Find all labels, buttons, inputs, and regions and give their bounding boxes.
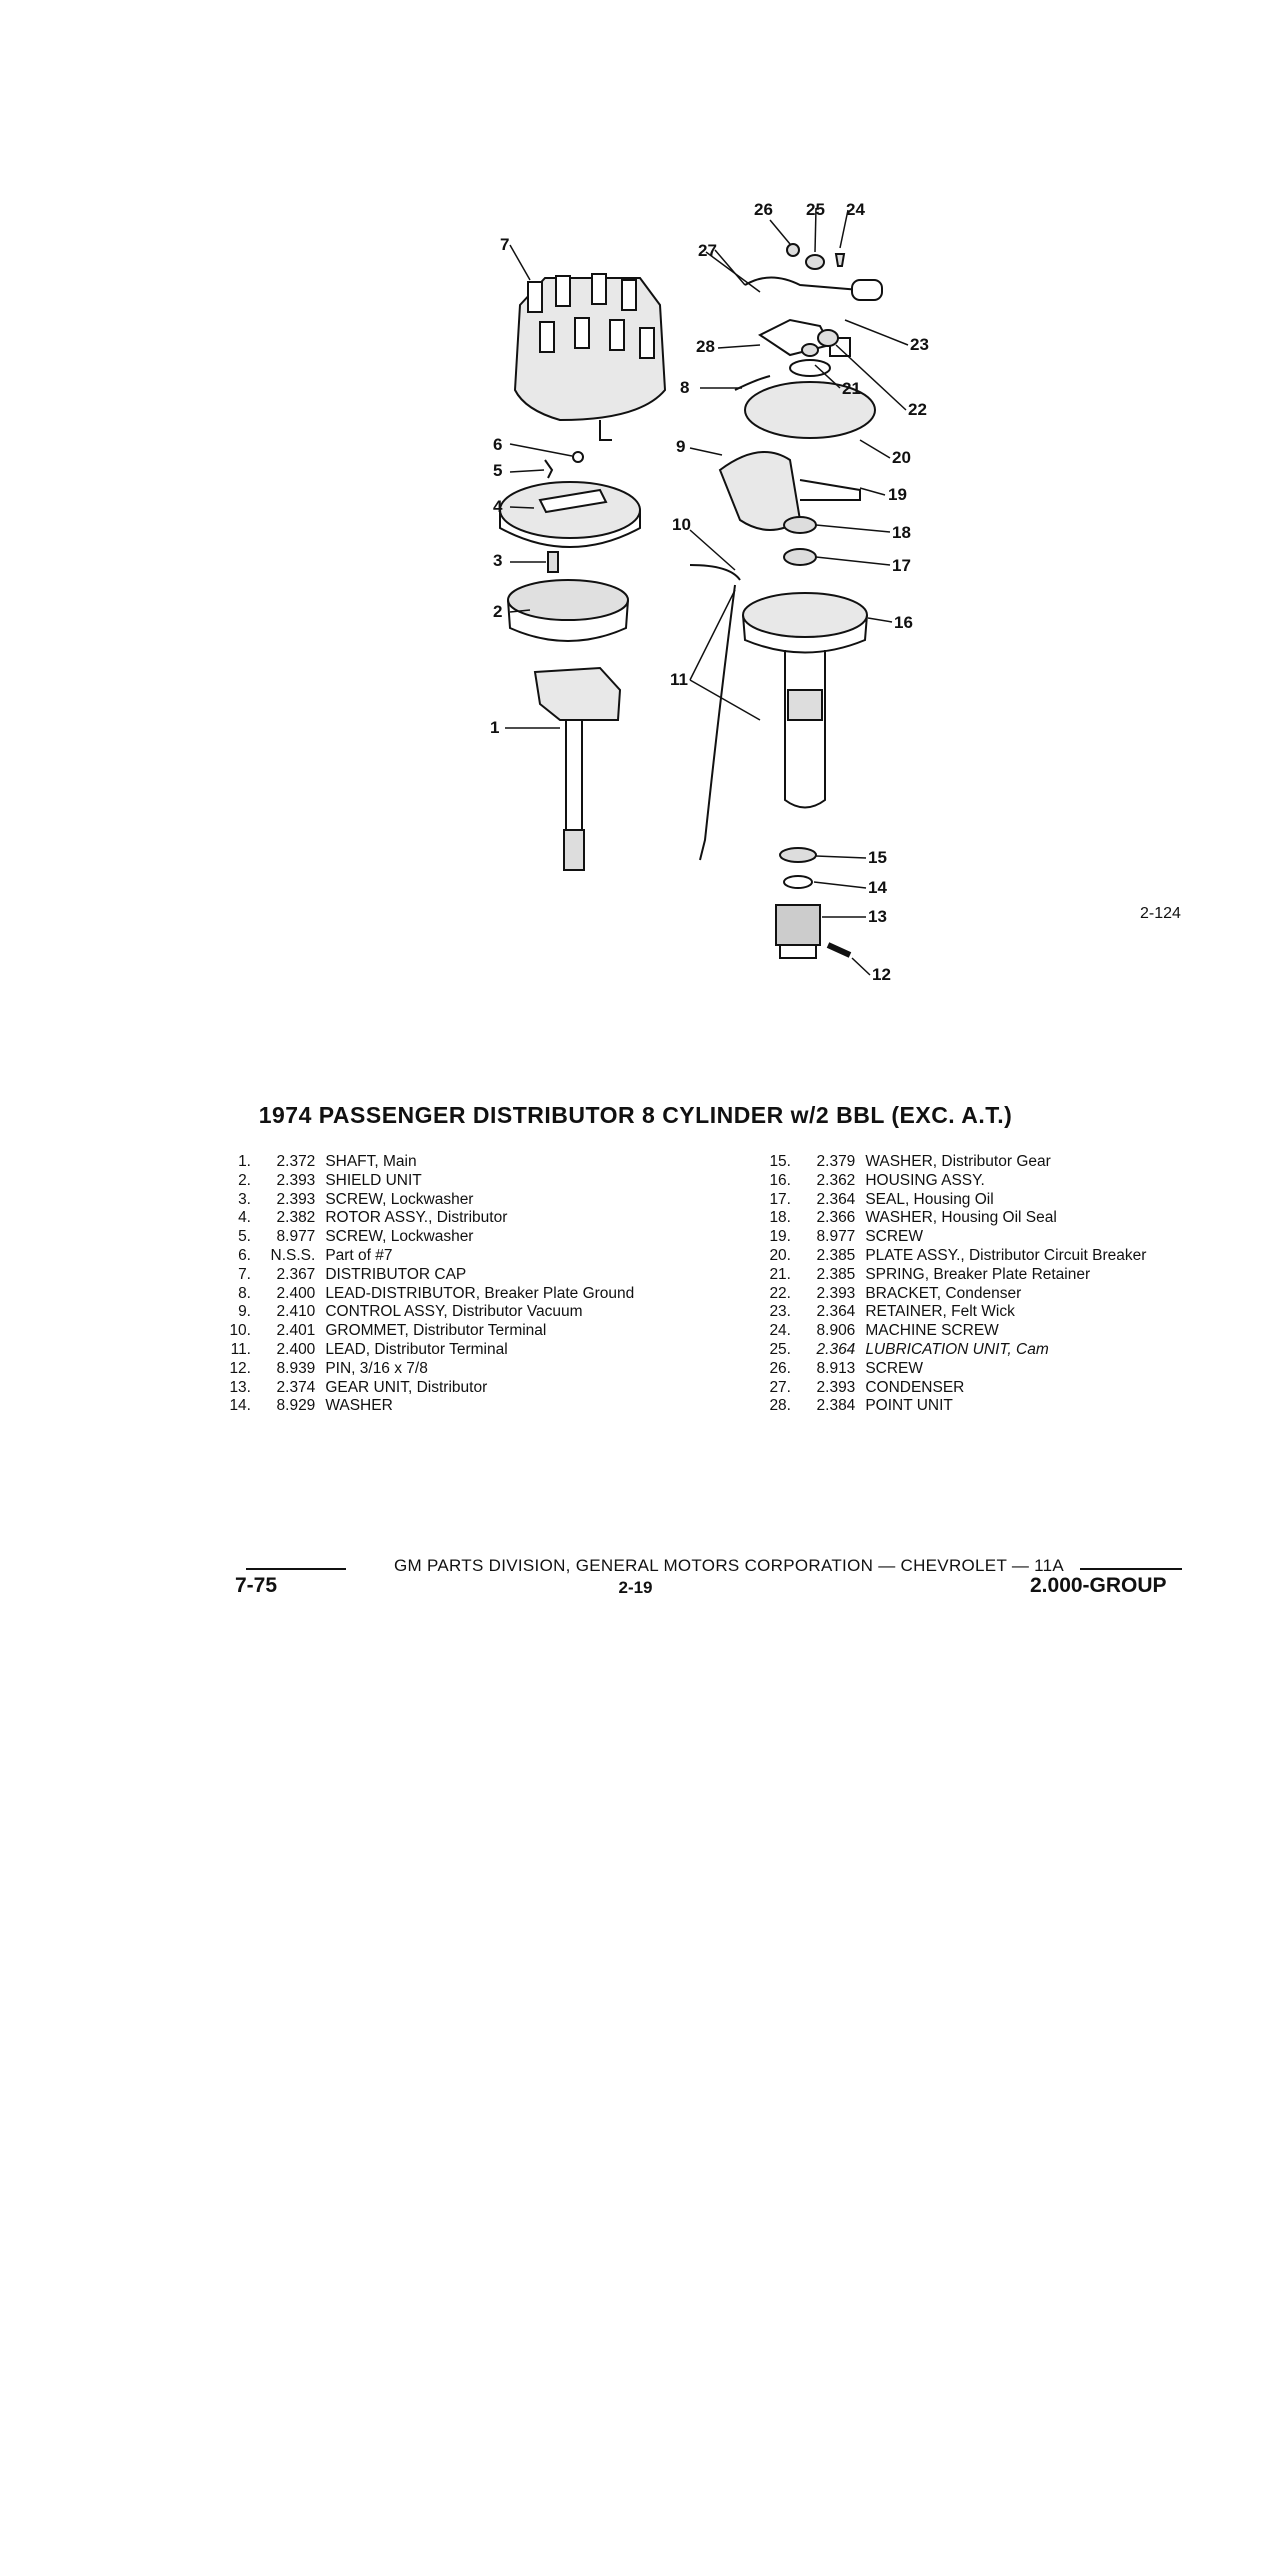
list-item: 10. 2.401 GROMMET, Distributor Terminal [229, 1322, 547, 1340]
callout-19: 19 [888, 485, 907, 504]
list-item: 17. 2.364 SEAL, Housing Oil [769, 1190, 994, 1208]
callout-24: 24 [846, 200, 865, 219]
footer-rule-left [246, 1568, 346, 1570]
callout-15: 15 [868, 848, 887, 867]
list-item: 20. 2.385 PLATE ASSY., Distributor Circuit Breaker [769, 1246, 1147, 1264]
parts-list-left [215, 1153, 634, 1416]
list-item: 4. 2.382 ROTOR ASSY., Distributor [238, 1209, 508, 1227]
list-item: 28. 2.384 POINT UNIT [769, 1397, 953, 1415]
list-item: 5. 8.977 SCREW, Lockwasher [238, 1228, 474, 1246]
callout-2: 2 [493, 602, 503, 621]
callout-6: 6 [493, 435, 503, 454]
list-item: 23. 2.364 RETAINER, Felt Wick [769, 1303, 1015, 1321]
footer-rule-right [1080, 1568, 1182, 1570]
main-shaft-drawing [535, 668, 620, 870]
list-item: 21. 2.385 SPRING, Breaker Plate Retainer [769, 1265, 1091, 1283]
housing-drawing [743, 593, 867, 808]
list-item: 14. 8.929 WASHER [229, 1397, 393, 1415]
list-item: 25. 2.364 LUBRICATION UNIT, Cam [769, 1340, 1049, 1358]
callout-13: 13 [868, 907, 887, 926]
callout-14: 14 [868, 878, 887, 897]
callout-7: 7 [500, 235, 510, 254]
callout-17: 17 [892, 556, 911, 575]
list-item: 2. 2.393 SHIELD UNIT [238, 1171, 422, 1189]
list-item: 24. 8.906 MACHINE SCREW [769, 1322, 999, 1340]
footer-group: 2.000-GROUP [1030, 1574, 1167, 1597]
callout-12: 12 [872, 965, 891, 984]
callout-3: 3 [493, 551, 503, 570]
figure-reference: 2-124 [1140, 905, 1181, 922]
callout-5: 5 [493, 461, 503, 480]
distributor-cap-drawing [515, 274, 665, 440]
list-item: 27. 2.393 CONDENSER [769, 1378, 965, 1396]
list-item: 8. 2.400 LEAD-DISTRIBUTOR, Breaker Plate Ground [238, 1284, 635, 1302]
callout-16: 16 [894, 613, 913, 632]
rotor-drawing [500, 482, 640, 547]
list-item: 12. 8.939 PIN, 3/16 x 7/8 [229, 1359, 428, 1377]
callout-1: 1 [490, 718, 500, 737]
callout-25: 25 [806, 200, 825, 219]
page-title: 1974 PASSENGER DISTRIBUTOR 8 CYLINDER w/2 BBL (EXC. A.T.) [258, 1102, 1013, 1128]
callout-18: 18 [892, 523, 911, 542]
list-item: 26. 8.913 SCREW [769, 1359, 924, 1377]
callout-27: 27 [698, 241, 717, 260]
list-item: 22. 2.393 BRACKET, Condenser [769, 1284, 1022, 1302]
callout-22: 22 [908, 400, 927, 419]
gear-unit-drawing [776, 905, 820, 958]
footer-publisher: GM PARTS DIVISION, GENERAL MOTORS CORPORATION — CHEVROLET — 11A [394, 1556, 1065, 1575]
callout-4: 4 [493, 497, 503, 516]
callout-28: 28 [696, 337, 715, 356]
list-item: 3. 2.393 SCREW, Lockwasher [238, 1190, 474, 1208]
callout-11: 11 [670, 670, 688, 689]
breaker-plate-drawing [745, 278, 882, 439]
callout-21: 21 [842, 379, 861, 398]
exploded-parts-diagram [0, 0, 1271, 1000]
parts-list-right [755, 1153, 1146, 1416]
list-item: 11. 2.400 LEAD, Distributor Terminal [230, 1340, 508, 1358]
list-item: 13. 2.374 GEAR UNIT, Distributor [229, 1378, 488, 1396]
list-item: 6. N.S.S. Part of #7 [238, 1246, 393, 1264]
list-item: 9. 2.410 CONTROL ASSY, Distributor Vacuum [238, 1303, 583, 1321]
callout-8: 8 [680, 378, 690, 397]
list-item: 16. 2.362 HOUSING ASSY. [769, 1171, 985, 1189]
callout-26: 26 [754, 200, 773, 219]
list-item: 7. 2.367 DISTRIBUTOR CAP [238, 1265, 467, 1283]
footer-page-number: 2-19 [618, 1578, 653, 1597]
callout-23: 23 [910, 335, 929, 354]
callout-9: 9 [676, 437, 686, 456]
footer-date: 7-75 [235, 1574, 278, 1597]
list-item: 1. 2.372 SHAFT, Main [238, 1153, 417, 1170]
callout-10: 10 [672, 515, 691, 534]
list-item: 19. 8.977 SCREW [769, 1228, 924, 1246]
list-item: 18. 2.366 WASHER, Housing Oil Seal [769, 1209, 1057, 1227]
list-item: 15. 2.379 WASHER, Distributor Gear [769, 1153, 1051, 1170]
callout-20: 20 [892, 448, 911, 467]
